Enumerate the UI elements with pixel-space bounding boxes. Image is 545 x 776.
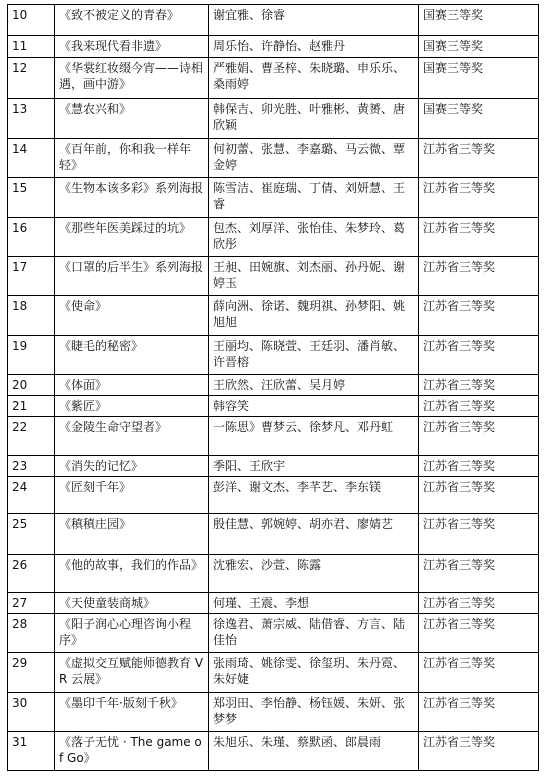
work-title: 《体面》 [55, 375, 209, 396]
award-level: 江苏省三等奖 [419, 593, 539, 614]
row-number: 11 [8, 36, 55, 58]
row-number: 20 [8, 375, 55, 396]
table-row [8, 139, 539, 178]
team-members: 何瑾、王震、李想 [209, 593, 419, 614]
work-title: 《消失的记忆》 [55, 456, 209, 477]
award-level: 江苏省三等奖 [419, 296, 539, 336]
table-row [8, 296, 539, 336]
award-level: 江苏省三等奖 [419, 375, 539, 396]
team-members: 季阳、王欣宇 [209, 456, 419, 477]
team-members: 何初蕾、张慧、李嘉璐、马云微、覃金婷 [209, 139, 419, 178]
work-title: 《慧农兴和》 [55, 99, 209, 139]
row-number: 23 [8, 456, 55, 477]
award-level: 江苏省三等奖 [419, 555, 539, 593]
team-members: 周乐怡、许静怡、赵雅丹 [209, 36, 419, 58]
work-title: 《虚拟交互赋能师德教育 VR 云展》 [55, 653, 209, 693]
award-level: 国赛三等奖 [419, 58, 539, 99]
work-title: 《使命》 [55, 296, 209, 336]
award-level: 国赛三等奖 [419, 5, 539, 36]
row-number: 27 [8, 593, 55, 614]
award-level: 江苏省三等奖 [419, 693, 539, 732]
team-members: 韩保吉、卯光胜、叶雅彬、黄赟、唐欣颖 [209, 99, 419, 139]
table-row [8, 218, 539, 257]
row-number: 15 [8, 178, 55, 218]
table-row [8, 58, 539, 99]
table-row [8, 614, 539, 653]
award-level: 国赛三等奖 [419, 99, 539, 139]
row-number: 10 [8, 5, 55, 36]
work-title: 《致不被定义的青春》 [55, 5, 209, 36]
team-members: 王昶、田婉旗、刘杰丽、孙丹妮、谢婷玉 [209, 257, 419, 296]
table-row [8, 36, 539, 58]
award-level: 江苏省三等奖 [419, 218, 539, 257]
award-level: 江苏省三等奖 [419, 178, 539, 218]
work-title: 《阳子润心心理咨询小程序》 [55, 614, 209, 653]
team-members: 张雨琦、姚徐雯、徐玺玥、朱丹霓、朱好婕 [209, 653, 419, 693]
row-number: 30 [8, 693, 55, 732]
work-title: 《生物本该多彩》系列海报 [55, 178, 209, 218]
row-number: 28 [8, 614, 55, 653]
table-row [8, 178, 539, 218]
work-title: 《金陵生命守望者》 [55, 417, 209, 456]
row-number: 24 [8, 477, 55, 514]
team-members: 王欣然、汪欣蕾、吴月婷 [209, 375, 419, 396]
table-row [8, 99, 539, 139]
award-level: 江苏省三等奖 [419, 477, 539, 514]
team-members: 薛向洲、徐诺、魏玥祺、孙梦阳、姚旭旭 [209, 296, 419, 336]
table-row [8, 336, 539, 375]
table-row [8, 593, 539, 614]
award-level: 江苏省三等奖 [419, 653, 539, 693]
team-members: 徐逸君、萧宗威、陆借睿、方言、陆佳怡 [209, 614, 419, 653]
award-level: 江苏省三等奖 [419, 396, 539, 417]
work-title: 《那些年医美踩过的坑》 [55, 218, 209, 257]
row-number: 21 [8, 396, 55, 417]
award-level: 江苏省三等奖 [419, 417, 539, 456]
work-title: 《匠刻千年》 [55, 477, 209, 514]
table-row [8, 477, 539, 514]
team-members: 一陈思》曹梦云、徐梦凡、邓丹虹 [209, 417, 419, 456]
work-title: 《睫毛的秘密》 [55, 336, 209, 375]
work-title: 《百年前，你和我一样年轻》 [55, 139, 209, 178]
team-members: 沈雅宏、沙萱、陈露 [209, 555, 419, 593]
award-level: 江苏省三等奖 [419, 139, 539, 178]
work-title: 《口罩的后半生》系列海报 [55, 257, 209, 296]
award-level: 江苏省三等奖 [419, 514, 539, 555]
row-number: 12 [8, 58, 55, 99]
row-number: 19 [8, 336, 55, 375]
table-row [8, 693, 539, 732]
row-number: 31 [8, 732, 55, 771]
award-level: 国赛三等奖 [419, 36, 539, 58]
team-members: 彭洋、谢文杰、李芊艺、李东镁 [209, 477, 419, 514]
awards-table-body [8, 5, 539, 771]
table-row [8, 396, 539, 417]
team-members: 包杰、刘厚洋、张怡佳、朱梦玲、葛欣彤 [209, 218, 419, 257]
team-members: 韩容笑 [209, 396, 419, 417]
award-level: 江苏省三等奖 [419, 456, 539, 477]
team-members: 朱旭乐、朱瑾、蔡默函、郎晨雨 [209, 732, 419, 771]
table-row [8, 5, 539, 36]
work-title: 《稹稹庄园》 [55, 514, 209, 555]
row-number: 17 [8, 257, 55, 296]
work-title: 《他的故事，我们的作品》 [55, 555, 209, 593]
work-title: 《天使童装商城》 [55, 593, 209, 614]
team-members: 殷佳慧、郭婉婷、胡亦君、廖婧艺 [209, 514, 419, 555]
work-title: 《紫匠》 [55, 396, 209, 417]
work-title: 《华裳红妆缀今宵——诗相遇，画中游》 [55, 58, 209, 99]
table-row [8, 514, 539, 555]
team-members: 王丽均、陈晓萱、王廷羽、潘肖敏、许晋榕 [209, 336, 419, 375]
award-level: 江苏省三等奖 [419, 732, 539, 771]
table-row [8, 555, 539, 593]
team-members: 陈雪洁、崔庭瑞、丁倩、刘妍慧、王睿 [209, 178, 419, 218]
awards-table [7, 4, 539, 771]
table-row [8, 417, 539, 456]
row-number: 16 [8, 218, 55, 257]
work-title: 《落子无忧 · The game of Go》 [55, 732, 209, 771]
award-level: 江苏省三等奖 [419, 336, 539, 375]
row-number: 29 [8, 653, 55, 693]
table-row [8, 257, 539, 296]
award-level: 江苏省三等奖 [419, 614, 539, 653]
table-row [8, 653, 539, 693]
award-level: 江苏省三等奖 [419, 257, 539, 296]
table-row [8, 456, 539, 477]
table-row [8, 375, 539, 396]
row-number: 14 [8, 139, 55, 178]
row-number: 25 [8, 514, 55, 555]
team-members: 郑羽田、李怡静、杨钰媛、朱妍、张梦梦 [209, 693, 419, 732]
team-members: 严雅娟、曹圣梓、朱晓璐、申乐乐、桑雨婷 [209, 58, 419, 99]
work-title: 《我来现代看非遗》 [55, 36, 209, 58]
row-number: 26 [8, 555, 55, 593]
work-title: 《墨印千年·版刻千秋》 [55, 693, 209, 732]
table-row [8, 732, 539, 771]
row-number: 18 [8, 296, 55, 336]
row-number: 22 [8, 417, 55, 456]
row-number: 13 [8, 99, 55, 139]
team-members: 谢宜雅、徐睿 [209, 5, 419, 36]
